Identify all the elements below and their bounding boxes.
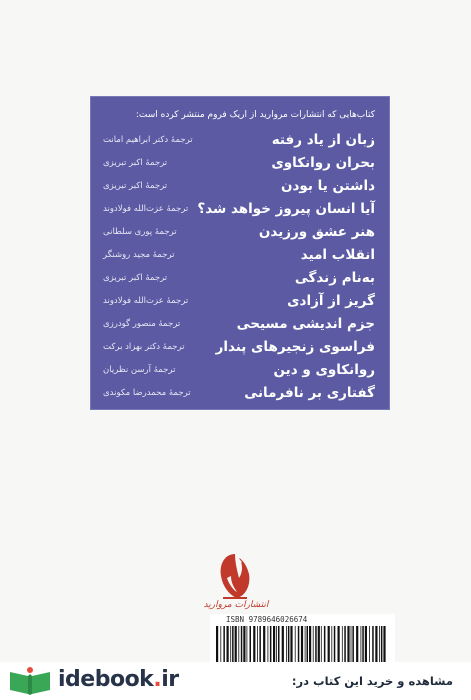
book-translator: ترجمهٔ آرسن نظریان bbox=[103, 365, 176, 375]
book-row bbox=[103, 313, 375, 335]
book-row bbox=[103, 336, 375, 358]
watermark-caption: مشاهده و خرید این کتاب در: bbox=[291, 674, 453, 688]
book-row bbox=[103, 152, 375, 174]
book-title: فراسوی زنجیرهای پندار bbox=[215, 339, 375, 355]
book-translator: ترجمهٔ دکتر ابراهیم امانت bbox=[103, 135, 193, 145]
book-row bbox=[103, 244, 375, 266]
book-title: جزم اندیشی مسیحی bbox=[236, 316, 375, 332]
watermark-brand[interactable] bbox=[58, 667, 179, 693]
book-row bbox=[103, 382, 375, 404]
book-translator: ترجمهٔ اکبر تبریزی bbox=[103, 181, 168, 191]
book-title: آیا انسان پیروز خواهد شد؟ bbox=[197, 201, 375, 217]
book-translator: ترجمهٔ منصور گودرزی bbox=[103, 319, 181, 329]
book-translator: ترجمهٔ مجید روشنگر bbox=[103, 250, 175, 260]
book-translator: ترجمهٔ اکبر تبریزی bbox=[103, 158, 168, 168]
book-translator: ترجمهٔ اکبر تبریزی bbox=[103, 273, 168, 283]
book-translator: ترجمهٔ عزت‌الله فولادوند bbox=[103, 296, 189, 306]
watermark-brand-suffix: ir bbox=[161, 667, 179, 692]
rooster-logo-icon bbox=[213, 548, 257, 602]
publisher-name: انتشارات مروارید bbox=[203, 600, 269, 610]
book-title: زبان از یاد رفته bbox=[271, 132, 375, 148]
book-row bbox=[103, 221, 375, 243]
book-translator: ترجمهٔ پوری سلطانی bbox=[103, 227, 177, 237]
book-row bbox=[103, 175, 375, 197]
watermark-brand-dot: . bbox=[153, 667, 162, 692]
isbn-label: ISBN 9789646026674 bbox=[226, 615, 308, 624]
book-title: انقلاب امید bbox=[300, 247, 375, 263]
book-title: روانکاوی و دین bbox=[273, 362, 375, 378]
book-translator: ترجمهٔ دکتر بهزاد برکت bbox=[103, 342, 185, 352]
book-title: داشتن یا بودن bbox=[280, 178, 375, 194]
book-title: هنر عشق ورزیدن bbox=[258, 224, 375, 240]
book-title: به‌نام زندگی bbox=[294, 270, 375, 286]
book-row bbox=[103, 198, 375, 220]
book-title: بحران روانکاوی bbox=[271, 155, 375, 171]
book-list-panel bbox=[90, 96, 390, 410]
watermark-brand-prefix: idebook bbox=[58, 667, 154, 692]
book-row bbox=[103, 290, 375, 312]
book-translator: ترجمهٔ عزت‌الله فولادوند bbox=[103, 204, 189, 214]
book-logo-icon bbox=[8, 666, 52, 696]
book-row bbox=[103, 129, 375, 151]
book-list-intro: کتاب‌هایی که انتشارات مروارید از اریک فروم منتشر کرده است: bbox=[135, 110, 375, 120]
book-title: گریز از آزادی bbox=[287, 293, 375, 309]
book-row bbox=[103, 267, 375, 289]
book-title: گفتاری بر نافرمانی bbox=[244, 385, 375, 401]
book-row bbox=[103, 359, 375, 381]
book-translator: ترجمهٔ محمدرضا مکوندی bbox=[103, 388, 191, 398]
